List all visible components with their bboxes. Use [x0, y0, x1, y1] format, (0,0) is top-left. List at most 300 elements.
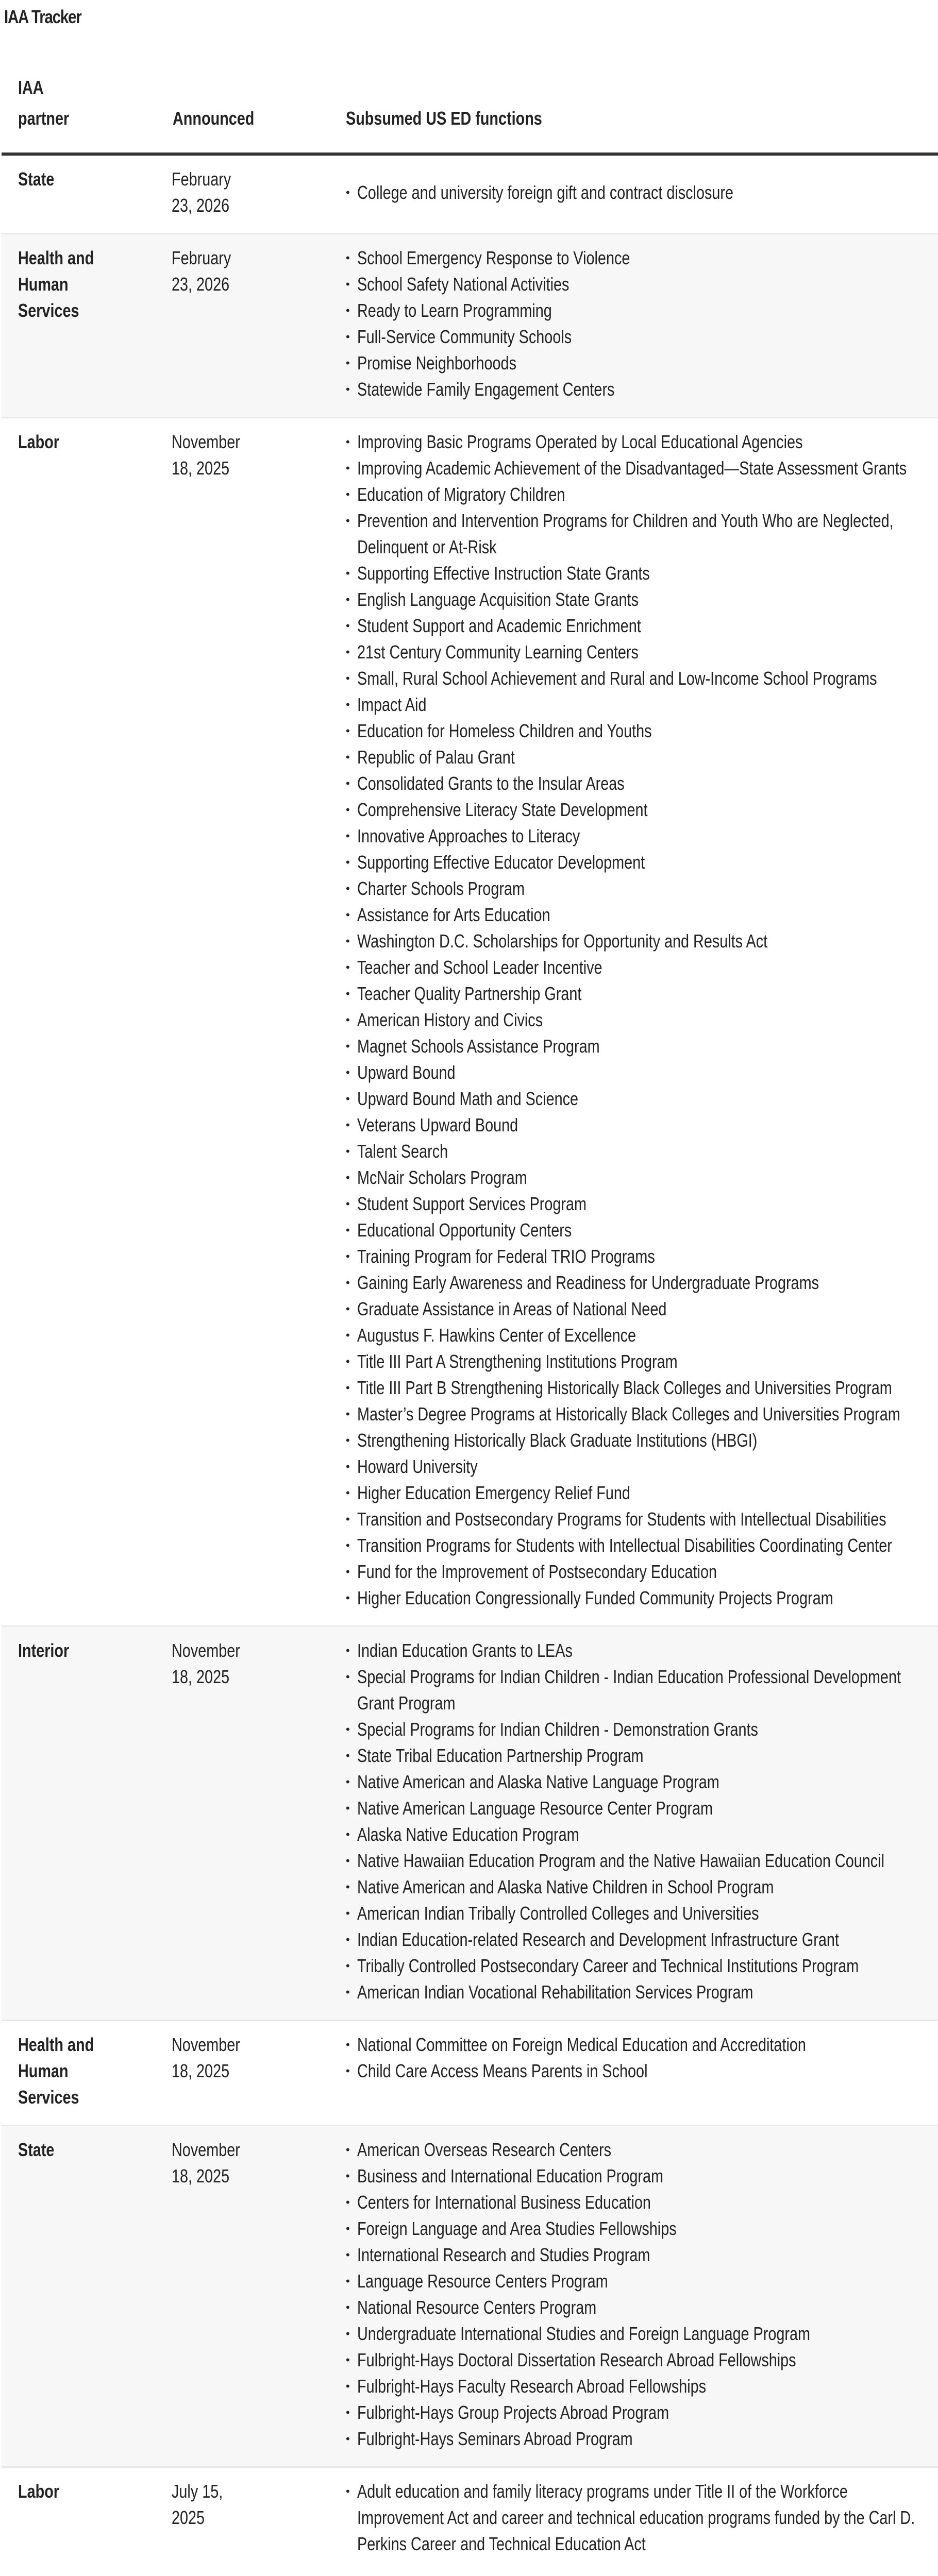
table-row: [2, 2021, 938, 2126]
function-name: Ready to Learn Programming: [357, 300, 552, 321]
bullet-icon: •: [346, 1749, 350, 1762]
functions-list: [346, 245, 923, 402]
list-item: [346, 2320, 923, 2347]
functions-list: [346, 1637, 923, 2005]
function-name: International Research and Studies Program: [357, 2244, 650, 2265]
partner-name-line: Health and: [18, 247, 94, 268]
column-header-functions-label: Subsumed US ED functions: [346, 108, 542, 129]
function-name: Magnet Schools Assistance Program: [357, 1036, 600, 1057]
cell-announced-date: [156, 1626, 326, 2021]
function-name: American Overseas Research Centers: [357, 2139, 611, 2160]
table-row: [2, 154, 938, 234]
bullet-icon: •: [346, 383, 350, 396]
column-header-partner: [2, 72, 156, 154]
list-item: [346, 376, 923, 402]
bullet-icon: •: [346, 2275, 350, 2287]
list-item: [346, 954, 923, 980]
function-name: American History and Civics: [357, 1009, 543, 1030]
table-row: [2, 234, 938, 418]
list-item: [346, 1191, 923, 1217]
function-name: Innovative Approaches to Literacy: [357, 825, 580, 846]
list-item: [346, 324, 923, 350]
bullet-icon: •: [346, 1197, 350, 1210]
announced-date-line: 23, 2026: [172, 274, 230, 295]
function-name: College and university foreign gift and contract disclosure: [357, 181, 733, 203]
bullet-icon: •: [346, 698, 350, 711]
bullet-icon: •: [346, 1959, 350, 1972]
cell-partner: [2, 234, 156, 418]
partner-name-line: State: [18, 168, 55, 190]
list-item: [346, 2294, 923, 2320]
list-item: [346, 429, 923, 455]
list-item: [346, 928, 923, 954]
list-item: [346, 245, 923, 271]
list-item: [346, 1112, 923, 1138]
function-name: Student Support and Academic Enrichment: [357, 615, 641, 636]
bullet-icon: •: [346, 1171, 350, 1184]
cell-partner: [2, 418, 156, 1626]
bullet-icon: •: [346, 856, 350, 869]
bullet-icon: •: [346, 2038, 350, 2051]
cell-functions: [326, 418, 938, 1626]
column-header-partner-line1: IAA: [18, 77, 44, 98]
function-name: Title III Part B Strengthening Historically Black Colleges and Universities Program: [357, 1377, 892, 1398]
list-item: [346, 875, 923, 902]
list-item: [346, 1033, 923, 1059]
function-name: Augustus F. Hawkins Center of Excellence: [357, 1325, 636, 1346]
bullet-icon: •: [346, 1355, 350, 1368]
list-item: [346, 2137, 923, 2163]
function-name: English Language Acquisition State Grants: [357, 589, 639, 610]
function-name: Native American and Alaska Native Children in School Program: [357, 1876, 774, 1897]
list-item: [346, 639, 923, 665]
announced-date-line: 18, 2025: [172, 2060, 230, 2081]
bullet-icon: •: [346, 1591, 350, 1604]
function-name: Education for Homeless Children and Youths: [357, 720, 652, 741]
list-item: [346, 1217, 923, 1243]
list-item: [346, 665, 923, 691]
bullet-icon: •: [346, 1986, 350, 1998]
list-item: [346, 1348, 923, 1375]
function-name: American Indian Vocational Rehabilitation Services Program: [357, 1981, 753, 2003]
function-name: Fulbright-Hays Group Projects Abroad Program: [357, 2402, 669, 2423]
list-item: [346, 1480, 923, 1506]
list-item: [346, 1979, 923, 2005]
announced-date-line: 18, 2025: [172, 1666, 230, 1687]
list-item: [346, 744, 923, 770]
list-item: [346, 1874, 923, 1900]
cell-functions: [326, 2126, 938, 2467]
bullet-icon: •: [346, 803, 350, 816]
bullet-icon: •: [346, 1118, 350, 1131]
list-item: [346, 1795, 923, 1821]
function-name: Charter Schools Program: [357, 878, 525, 899]
function-name: Educational Opportunity Centers: [357, 1219, 572, 1241]
bullet-icon: •: [346, 1408, 350, 1420]
bullet-icon: •: [346, 2327, 350, 2340]
function-name: Adult education and family literacy programs under Title II of the Workforce Improvement Act and career and technical education programs funded by the Carl D. Perkins Career and Technical Education Act: [357, 2481, 915, 2554]
function-name: Special Programs for Indian Children - Demonstration Grants: [357, 1719, 758, 1740]
list-item: [346, 849, 923, 875]
bullet-icon: •: [346, 1854, 350, 1867]
announced-date-line: 18, 2025: [172, 457, 230, 479]
functions-list: [346, 179, 923, 206]
function-name: State Tribal Education Partnership Program: [357, 1745, 644, 1766]
function-name: Native Hawaiian Education Program and the Native Hawaiian Education Council: [357, 1850, 884, 1871]
list-item: [346, 2189, 923, 2215]
function-name: Promise Neighborhoods: [357, 352, 516, 374]
announced-date-line: November: [172, 431, 240, 452]
function-name: Education of Migratory Children: [357, 484, 565, 505]
bullet-icon: •: [346, 1513, 350, 1526]
list-item: [346, 586, 923, 613]
list-item: [346, 2426, 923, 2452]
bullet-icon: •: [346, 2248, 350, 2261]
bullet-icon: •: [346, 2432, 350, 2445]
function-name: Comprehensive Literacy State Development: [357, 799, 648, 820]
list-item: [346, 507, 923, 560]
list-item: [346, 1848, 923, 1874]
list-item: [346, 1558, 923, 1585]
bullet-icon: •: [346, 1276, 350, 1289]
table-row: [2, 2126, 938, 2467]
bullet-icon: •: [346, 1013, 350, 1026]
function-name: Teacher and School Leader Incentive: [357, 957, 602, 978]
function-name: Improving Basic Programs Operated by Local Educational Agencies: [357, 431, 803, 452]
bullet-icon: •: [346, 1460, 350, 1473]
function-name: Howard University: [357, 1456, 478, 1477]
bullet-icon: •: [346, 488, 350, 501]
cell-functions: [326, 2467, 938, 2572]
list-item: [346, 1269, 923, 1296]
function-name: Business and International Education Program: [357, 2165, 663, 2187]
table-row: [2, 418, 938, 1626]
bullet-icon: •: [346, 1723, 350, 1736]
bullet-icon: •: [346, 1880, 350, 1893]
function-name: 21st Century Community Learning Centers: [357, 641, 639, 663]
list-item: [346, 1138, 923, 1164]
cell-partner: [2, 2126, 156, 2467]
list-item: [346, 613, 923, 639]
bullet-icon: •: [346, 1802, 350, 1815]
list-item: [346, 823, 923, 849]
bullet-icon: •: [346, 777, 350, 790]
list-item: [346, 2268, 923, 2294]
bullet-icon: •: [346, 567, 350, 580]
column-header-announced-label: Announced: [173, 108, 255, 129]
list-item: [346, 1821, 923, 1848]
functions-list: [346, 2031, 923, 2084]
table-row: [2, 2467, 938, 2572]
bullet-icon: •: [346, 646, 350, 658]
bullet-icon: •: [346, 1565, 350, 1578]
bullet-icon: •: [346, 1670, 350, 1683]
function-name: Tribally Controlled Postsecondary Career and Technical Institutions Program: [357, 1955, 859, 1976]
functions-list: [346, 429, 923, 1611]
cell-functions: [326, 1626, 938, 2021]
partner-name-line: Services: [18, 300, 79, 321]
bullet-icon: •: [346, 1250, 350, 1263]
bullet-icon: •: [346, 1329, 350, 1342]
bullet-icon: •: [346, 330, 350, 343]
header-row: [2, 72, 938, 154]
bullet-icon: •: [346, 2064, 350, 2077]
list-item: [346, 1453, 923, 1480]
partner-name-line: Services: [18, 2087, 79, 2108]
cell-announced-date: [156, 2126, 326, 2467]
bullet-icon: •: [346, 462, 350, 474]
cell-announced-date: [156, 2021, 326, 2126]
list-item: [346, 455, 923, 481]
bullet-icon: •: [346, 1066, 350, 1079]
bullet-icon: •: [346, 2485, 350, 2498]
table-header: [2, 72, 938, 154]
function-name: National Committee on Foreign Medical Education and Accreditation: [357, 2034, 806, 2055]
bullet-icon: •: [346, 724, 350, 737]
function-name: Indian Education-related Research and Development Infrastructure Grant: [357, 1929, 839, 1950]
function-name: Strengthening Historically Black Graduate Institutions (HBGI): [357, 1430, 758, 1451]
partner-name-line: Interior: [18, 1640, 70, 1661]
function-name: Consolidated Grants to the Insular Areas: [357, 773, 625, 794]
bullet-icon: •: [346, 185, 350, 199]
bullet-icon: •: [346, 751, 350, 764]
bullet-icon: •: [346, 1486, 350, 1499]
list-item: [346, 1953, 923, 1979]
function-name: Title III Part A Strengthening Institutions Program: [357, 1351, 678, 1372]
bullet-icon: •: [346, 2301, 350, 2314]
list-item: [346, 2031, 923, 2058]
cell-announced-date: [156, 154, 326, 234]
table-body: [2, 154, 938, 2571]
cell-partner: [2, 154, 156, 234]
function-name: Indian Education Grants to LEAs: [357, 1640, 573, 1661]
partner-name-line: Labor: [18, 431, 60, 452]
bullet-icon: •: [346, 908, 350, 921]
bullet-icon: •: [346, 829, 350, 842]
bullet-icon: •: [346, 1644, 350, 1657]
bullet-icon: •: [346, 2380, 350, 2393]
bullet-icon: •: [346, 1933, 350, 1946]
list-item: [346, 1086, 923, 1112]
bullet-icon: •: [346, 1907, 350, 1920]
list-item: [346, 560, 923, 586]
cell-announced-date: [156, 418, 326, 1626]
functions-list: [346, 2137, 923, 2452]
bullet-icon: •: [346, 2353, 350, 2366]
function-name: Fulbright-Hays Doctoral Dissertation Research Abroad Fellowships: [357, 2349, 796, 2370]
bullet-icon: •: [346, 672, 350, 685]
function-name: Supporting Effective Educator Development: [357, 852, 645, 873]
function-name: Full-Service Community Schools: [357, 326, 572, 347]
bullet-icon: •: [346, 2222, 350, 2235]
list-item: [346, 1007, 923, 1033]
bullet-icon: •: [346, 357, 350, 369]
list-item: [346, 1427, 923, 1453]
announced-date-line: 2025: [172, 2507, 205, 2528]
bullet-icon: •: [346, 593, 350, 606]
function-name: Centers for International Business Education: [357, 2192, 651, 2213]
function-name: Alaska Native Education Program: [357, 1824, 579, 1845]
function-name: School Emergency Response to Violence: [357, 247, 630, 268]
bullet-icon: •: [346, 935, 350, 947]
announced-date-line: 18, 2025: [172, 2165, 230, 2187]
function-name: Native American Language Resource Center Program: [357, 1798, 713, 1819]
list-item: [346, 1059, 923, 1086]
cell-functions: [326, 234, 938, 418]
function-name: Graduate Assistance in Areas of National Need: [357, 1298, 667, 1319]
function-name: Training Program for Federal TRIO Programs: [357, 1246, 655, 1267]
announced-date-line: 23, 2026: [172, 195, 230, 216]
function-name: McNair Scholars Program: [357, 1167, 527, 1188]
list-item: [346, 1926, 923, 1953]
list-item: [346, 271, 923, 297]
function-name: Fulbright-Hays Faculty Research Abroad Fellowships: [357, 2376, 707, 2397]
list-item: [346, 718, 923, 744]
bullet-icon: •: [346, 435, 350, 448]
function-name: Upward Bound: [357, 1062, 456, 1083]
cell-partner: [2, 1626, 156, 2021]
partner-name-line: Human: [18, 2060, 69, 2081]
list-item: [346, 481, 923, 507]
bullet-icon: •: [346, 1092, 350, 1105]
list-item: [346, 2399, 923, 2426]
function-name: Fund for the Improvement of Postsecondary Education: [357, 1561, 717, 1582]
column-header-partner-line2: partner: [18, 108, 70, 129]
bullet-icon: •: [346, 619, 350, 632]
function-name: Assistance for Arts Education: [357, 904, 550, 925]
list-item: [346, 2058, 923, 2084]
list-item: [346, 1243, 923, 1269]
list-item: [346, 2242, 923, 2268]
function-name: Talent Search: [357, 1141, 448, 1162]
cell-functions: [326, 154, 938, 234]
partner-name-line: Human: [18, 274, 69, 295]
cell-partner: [2, 2467, 156, 2572]
bullet-icon: •: [346, 961, 350, 974]
announced-date-line: November: [172, 2139, 240, 2160]
list-item: [346, 2478, 923, 2557]
list-item: [346, 179, 923, 206]
function-name: Student Support Services Program: [357, 1193, 587, 1214]
page-title: IAA Tracker: [4, 6, 81, 27]
function-name: Fulbright-Hays Seminars Abroad Program: [357, 2428, 633, 2449]
function-name: Prevention and Intervention Programs for Children and Youth Who are Neglected, Delinquent or At-Risk: [357, 510, 894, 557]
function-name: Higher Education Congressionally Funded Community Projects Program: [357, 1587, 833, 1608]
list-item: [346, 770, 923, 796]
announced-date-line: February: [172, 247, 231, 268]
list-item: [346, 1322, 923, 1348]
bullet-icon: •: [346, 1224, 350, 1236]
bullet-icon: •: [346, 1775, 350, 1788]
cell-partner: [2, 2021, 156, 2126]
list-item: [346, 1532, 923, 1558]
bullet-icon: •: [346, 1040, 350, 1053]
list-item: [346, 2163, 923, 2189]
announced-date-line: July 15,: [172, 2481, 223, 2502]
list-item: [346, 1637, 923, 1664]
table-row: [2, 1626, 938, 2021]
bullet-icon: •: [346, 2170, 350, 2182]
bullet-icon: •: [346, 514, 350, 527]
partner-name-line: Health and: [18, 2034, 94, 2055]
function-name: Teacher Quality Partnership Grant: [357, 983, 582, 1004]
bullet-icon: •: [346, 2143, 350, 2156]
cell-functions: [326, 2021, 938, 2126]
function-name: Washington D.C. Scholarships for Opportunity and Results Act: [357, 930, 768, 952]
function-name: Small, Rural School Achievement and Rural and Low-Income School Programs: [357, 668, 877, 689]
list-item: [346, 691, 923, 718]
partner-name-line: Labor: [18, 2481, 60, 2502]
list-item: [346, 1742, 923, 1769]
function-name: Transition and Postsecondary Programs for Students with Intellectual Disabilities: [357, 1509, 886, 1530]
bullet-icon: •: [346, 1828, 350, 1841]
list-item: [346, 1664, 923, 1716]
function-name: Special Programs for Indian Children - Indian Education Professional Development Grant Program: [357, 1666, 901, 1714]
bullet-icon: •: [346, 1145, 350, 1158]
announced-date-line: February: [172, 168, 231, 190]
bullet-icon: •: [346, 1434, 350, 1447]
function-name: Transition Programs for Students with Intellectual Disabilities Coordinating Center: [357, 1535, 892, 1556]
partner-name-line: State: [18, 2139, 55, 2160]
bullet-icon: •: [346, 278, 350, 291]
bullet-icon: •: [346, 2406, 350, 2419]
function-name: Gaining Early Awareness and Readiness for Undergraduate Programs: [357, 1272, 819, 1293]
announced-date-line: November: [172, 1640, 240, 1661]
bullet-icon: •: [346, 304, 350, 317]
list-item: [346, 2215, 923, 2242]
list-item: [346, 1585, 923, 1611]
list-item: [346, 1900, 923, 1926]
list-item: [346, 902, 923, 928]
bullet-icon: •: [346, 2196, 350, 2209]
function-name: Improving Academic Achievement of the Disadvantaged—State Assessment Grants: [357, 457, 907, 479]
function-name: Undergraduate International Studies and Foreign Language Program: [357, 2323, 810, 2344]
function-name: Upward Bound Math and Science: [357, 1088, 579, 1109]
cell-announced-date: [156, 234, 326, 418]
bullet-icon: •: [346, 251, 350, 264]
bullet-icon: •: [346, 987, 350, 1000]
function-name: National Resource Centers Program: [357, 2297, 597, 2318]
bullet-icon: •: [346, 1302, 350, 1315]
function-name: American Indian Tribally Controlled Colleges and Universities: [357, 1903, 759, 1924]
list-item: [346, 1375, 923, 1401]
iaa-tracker-table: [2, 72, 938, 2571]
function-name: Master’s Degree Programs at Historically Black Colleges and Universities Program: [357, 1403, 900, 1425]
list-item: [346, 2347, 923, 2373]
function-name: School Safety National Activities: [357, 274, 569, 295]
function-name: Supporting Effective Instruction State Grants: [357, 563, 650, 584]
list-item: [346, 796, 923, 823]
bullet-icon: •: [346, 1381, 350, 1394]
list-item: [346, 980, 923, 1007]
list-item: [346, 1296, 923, 1322]
function-name: Language Resource Centers Program: [357, 2270, 608, 2292]
function-name: Republic of Palau Grant: [357, 747, 515, 768]
list-item: [346, 1401, 923, 1427]
list-item: [346, 1164, 923, 1191]
list-item: [346, 1716, 923, 1742]
list-item: [346, 1769, 923, 1795]
list-item: [346, 1506, 923, 1532]
bullet-icon: •: [346, 1539, 350, 1552]
column-header-announced: [156, 72, 326, 154]
list-item: [346, 350, 923, 376]
cell-announced-date: [156, 2467, 326, 2572]
function-name: Higher Education Emergency Relief Fund: [357, 1482, 630, 1503]
bullet-icon: •: [346, 882, 350, 895]
list-item: [346, 2373, 923, 2399]
list-item: [346, 297, 923, 324]
